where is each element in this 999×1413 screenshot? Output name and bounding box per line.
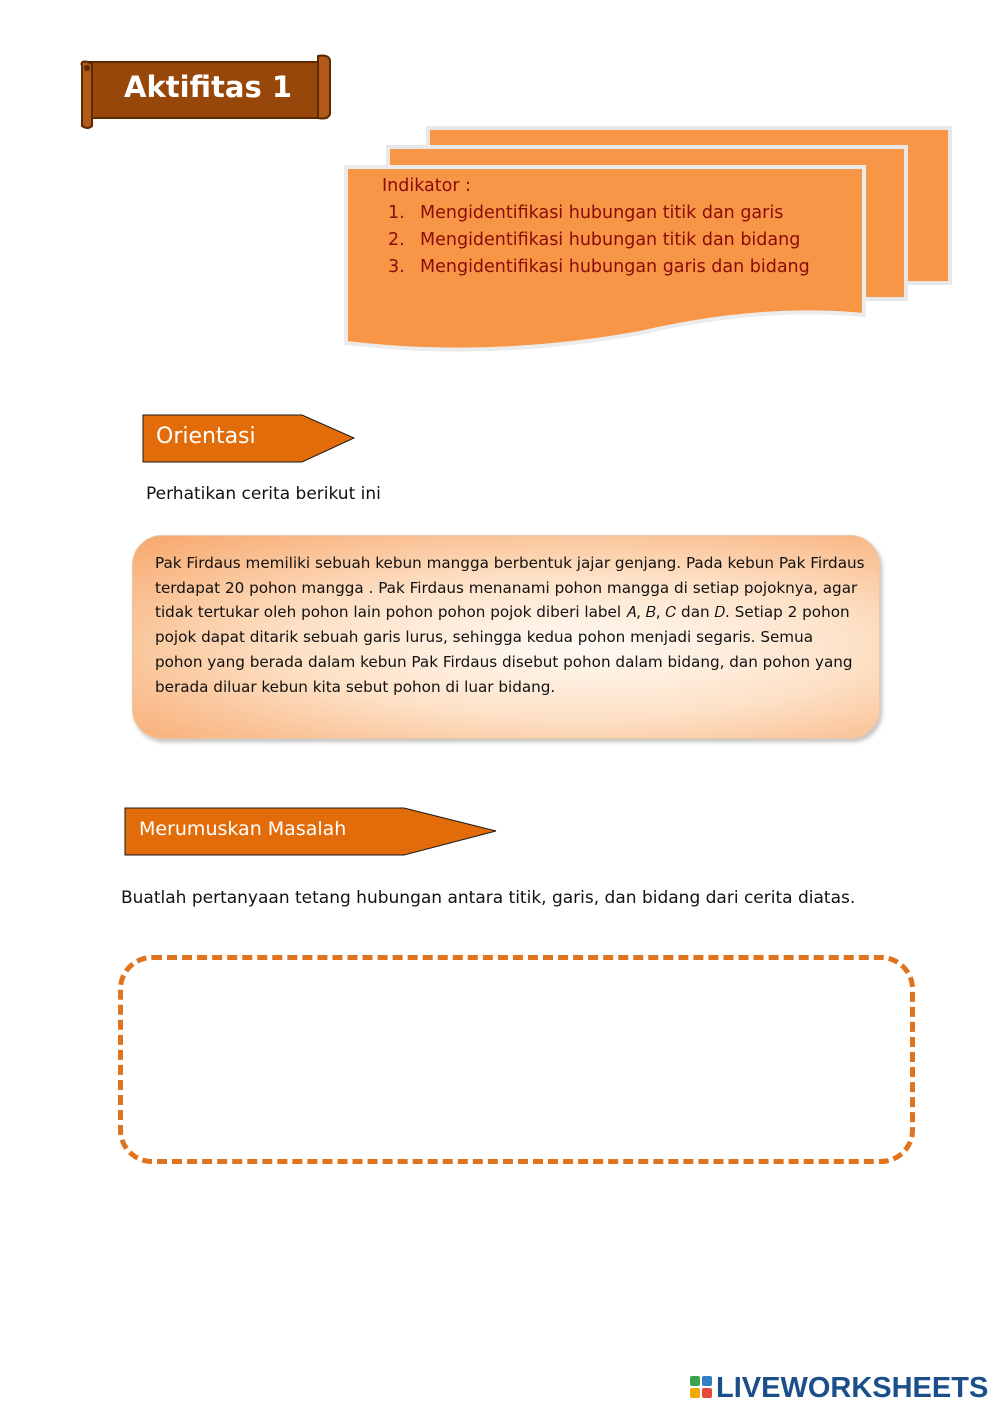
indicator-item (382, 254, 862, 281)
indicator-item-number: 2. (388, 230, 405, 250)
indicator-content (382, 173, 862, 281)
masalah-section-label (124, 807, 498, 857)
indicator-item-text: Mengidentifikasi hubungan titik dan garis (420, 203, 784, 223)
indicator-heading: Indikator : (382, 176, 471, 196)
indicator-item (382, 200, 862, 227)
activity-title: Aktifitas 1 (124, 70, 292, 104)
liveworksheets-icon (690, 1376, 712, 1398)
orientasi-heading: Orientasi (156, 424, 256, 449)
liveworksheets-logo (690, 1372, 990, 1404)
indicator-list (382, 200, 862, 281)
story-box (132, 535, 880, 739)
story-text: Pak Firdaus memiliki sebuah kebun mangga berbentuk jajar genjang. Pada kebun Pak Firdaus terdapat 20 pohon mangga . Pak Firdaus menanami pohon mangga di setiap pojoknya, agar tidak tertukar oleh pohon lain pohon pohon pojok diberi label 𝐴, 𝐵, 𝐶 dan 𝐷. Setiap 2 pohon pojok dapat ditarik sebuah garis lurus, sehingga kedua pohon menjadi segaris. Semua pohon yang berada dalam kebun Pak Firdaus disebut pohon dalam bidang, dan pohon yang berada diluar kebun kita sebut pohon di luar bidang. (155, 554, 865, 696)
indicator-item-number: 3. (388, 257, 405, 277)
indicator-item (382, 227, 862, 254)
indicator-item-text: Mengidentifikasi hubungan garis dan bidang (420, 257, 810, 277)
masalah-heading: Merumuskan Masalah (139, 818, 347, 840)
answer-textarea[interactable] (118, 955, 915, 1164)
indicator-item-number: 1. (388, 203, 405, 223)
question-prompt: Buatlah pertanyaan tetang hubungan antara titik, garis, dan bidang dari cerita diatas. (121, 888, 856, 908)
indicator-card (340, 125, 955, 360)
liveworksheets-wordmark: LIVEWORKSHEETS (716, 1372, 989, 1404)
orientasi-section-label (142, 414, 356, 464)
indicator-item-text: Mengidentifikasi hubungan titik dan bidang (420, 230, 801, 250)
story-intro: Perhatikan cerita berikut ini (146, 484, 381, 504)
title-banner (78, 52, 334, 132)
